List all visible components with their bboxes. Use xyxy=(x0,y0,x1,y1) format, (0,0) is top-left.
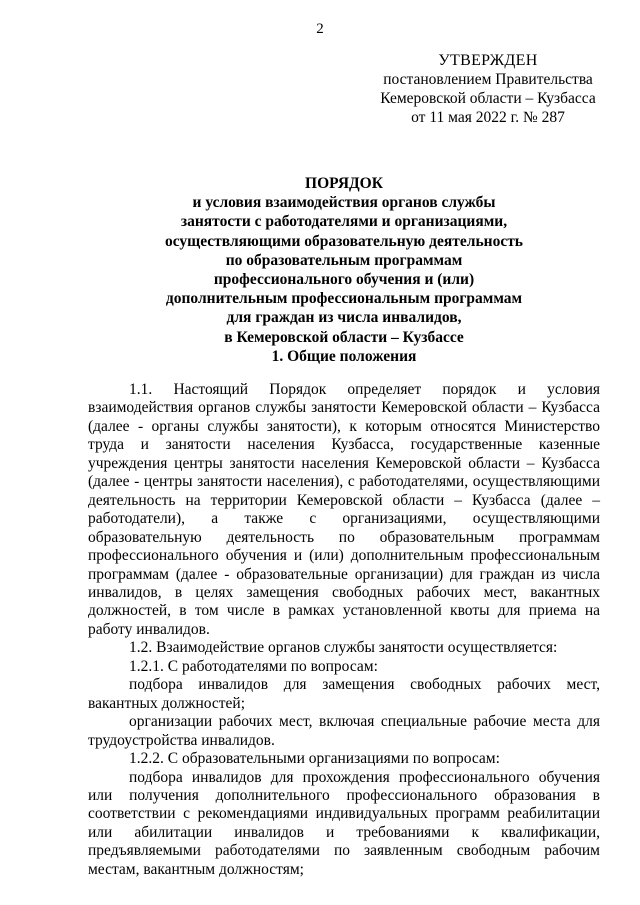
paragraph: 1.2.2. С образовательными организациями по вопросам: xyxy=(129,750,500,768)
document-title-heading: ПОРЯДОК xyxy=(305,175,383,192)
paragraph: подбора инвалидов для прохождения профессионального обучения или получения дополнительного профессионального образования в соответствии с рекомендациями индивидуальных программ реабилитации или абилитации инвалидов и требованиями к квалификации, предъявляемыми работодателями по заявленным свободным рабочим местам, вакантным должностям; xyxy=(88,768,600,878)
document-title xyxy=(88,174,600,347)
approval-title: УТВЕРЖДЕН xyxy=(438,52,538,69)
document-title-line: и условия взаимодействия органов службы xyxy=(192,194,496,212)
page-number: 2 xyxy=(316,21,324,37)
approval-block xyxy=(375,51,601,127)
approval-line: Кемеровской области – Кузбасса xyxy=(380,90,596,107)
document-body xyxy=(88,381,600,879)
section-heading: 1. Общие положения xyxy=(271,348,417,365)
paragraph: подбора инвалидов для замещения свободных рабочих мест, вакантных должностей; xyxy=(88,676,600,712)
document-title-line: дополнительным профессиональным программам xyxy=(165,290,523,308)
document-title-line: по образовательным программам xyxy=(225,251,463,269)
paragraph: 1.1. Настоящий Порядок определяет порядок и условия взаимодействия органов службы занятости Кемеровской области – Кузбасса (далее - органы службы занятости), к которым относятся Министерство труда и занятости населения Кузбасса, государственные казенные учреждения центры занятости населения Кемеровской области – Кузбасса (далее - центры занятости населения), с работодателями, осуществляющими деятельность на территории Кемеровской области – Кузбасса (далее – работодатели), а также с организациями, осуществляющими образовательную деятельность по образовательным программам профессионального обучения и (или) дополнительным профессиональным программам (далее - образовательные организации) для граждан из числа инвалидов, в целях замещения свободных рабочих мест, вакантных должностей, в том числе в рамках установленной квоты для приема на работу инвалидов. xyxy=(88,381,600,638)
document-title-line: в Кемеровской области – Кузбассе xyxy=(224,328,464,346)
paragraph: организации рабочих мест, включая специальные рабочие места для трудоустройства инвалидов. xyxy=(88,713,600,749)
paragraph: 1.2. Взаимодействие органов службы занятости осуществляется: xyxy=(129,639,558,657)
document-title-line: профессионального обучения и (или) xyxy=(213,271,475,289)
approval-line: от 11 мая 2022 г. № 287 xyxy=(411,109,565,126)
document-title-line: занятости с работодателями и организациями, xyxy=(180,213,508,231)
document-title-line: осуществляющими образовательную деятельность xyxy=(164,232,524,250)
paragraph: 1.2.1. С работодателями по вопросам: xyxy=(129,657,378,675)
approval-line: постановлением Правительства xyxy=(383,71,593,88)
document-title-line: для граждан из числа инвалидов, xyxy=(226,309,462,327)
